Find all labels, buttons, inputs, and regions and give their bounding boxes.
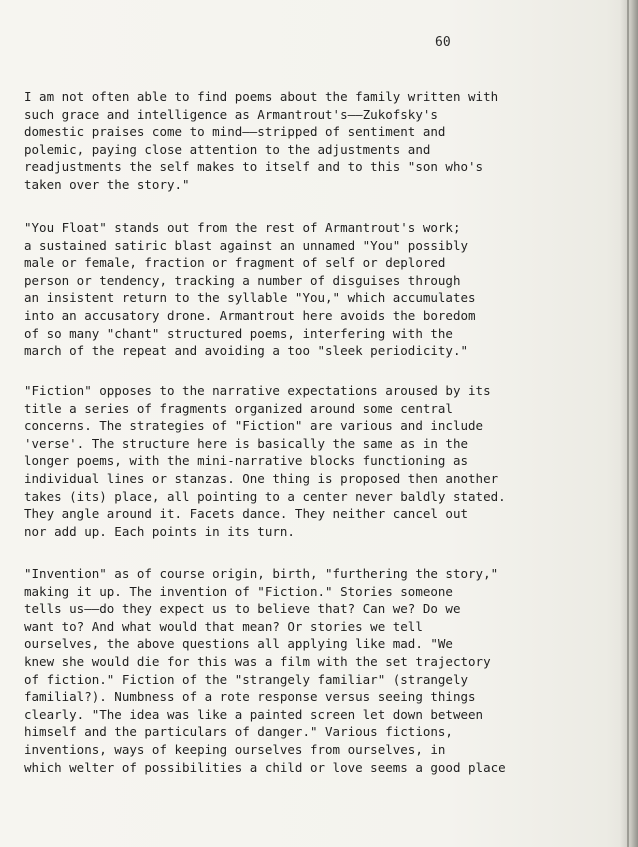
text-line: nor add up. Each points in its turn.: [24, 523, 295, 539]
text-line: clearly. "The idea was like a painted screen let down between: [24, 706, 484, 722]
text-line: which welter of possibilities a child or love seems a good place: [24, 759, 506, 775]
text-line: knew she would die for this was a film with the set trajectory: [24, 653, 491, 669]
text-line: a sustained satiric blast against an unnamed "You" possibly: [24, 237, 469, 253]
text-line: I am not often able to find poems about the family written with: [24, 89, 499, 104]
text-line: takes (its) place, all pointing to a center never baldly stated.: [24, 488, 506, 504]
text-line: 'verse'. The structure here is basically the same as in the: [24, 435, 469, 451]
text-line: inventions, ways of keeping ourselves from ourselves, in: [24, 741, 446, 757]
text-line: making it up. The invention of "Fiction." Stories someone: [24, 583, 453, 599]
text-line: tells us——do they expect us to believe that? Can we? Do we: [24, 601, 461, 617]
page-number: 60: [435, 35, 451, 50]
text-line: of fiction." Fiction of the "strangely familiar" (strangely: [24, 671, 469, 687]
text-line: himself and the particulars of danger." Various fictions,: [24, 724, 453, 740]
text-line: They angle around it. Facets dance. They neither cancel out: [24, 506, 469, 522]
text-line: individual lines or stanzas. One thing is proposed then another: [24, 470, 499, 486]
text-line: "Fiction" opposes to the narrative expectations aroused by its: [24, 383, 491, 398]
book-binding-edge: [627, 0, 629, 847]
text-line: want to? And what would that mean? Or stories we tell: [24, 618, 423, 634]
text-line: of so many "chant" structured poems, interfering with the: [24, 325, 453, 341]
text-line: familial?). Numbness of a rote response versus seeing things: [24, 689, 476, 705]
text-line: male or female, fraction or fragment of self or deplored: [24, 255, 446, 271]
text-line: domestic praises come to mind——stripped of sentiment and: [24, 124, 446, 140]
text-line: into an accusatory drone. Armantrout here avoids the boredom: [24, 307, 476, 323]
text-line: concerns. The strategies of "Fiction" are various and include: [24, 418, 484, 434]
book-gutter-shadow: [620, 0, 638, 847]
paragraph-family-poems: [24, 88, 498, 194]
paragraph-invention: [24, 565, 506, 776]
text-line: polemic, paying close attention to the adjustments and: [24, 141, 431, 157]
text-line: taken over the story.": [24, 176, 190, 192]
text-line: title a series of fragments organized around some central: [24, 400, 453, 416]
text-line: an insistent return to the syllable "You," which accumulates: [24, 290, 476, 306]
text-line: person or tendency, tracking a number of disguises through: [24, 272, 461, 288]
text-line: "You Float" stands out from the rest of Armantrout's work;: [24, 220, 461, 235]
text-line: longer poems, with the mini-narrative blocks functioning as: [24, 453, 469, 469]
text-line: readjustments the self makes to itself and to this "son who's: [24, 159, 484, 175]
text-line: march of the repeat and avoiding a too "sleek periodicity.": [24, 343, 469, 359]
text-line: ourselves, the above questions all applying like mad. "We: [24, 636, 453, 652]
text-line: such grace and intelligence as Armantrout's——Zukofsky's: [24, 106, 438, 122]
paragraph-fiction: [24, 382, 506, 540]
text-line: "Invention" as of course origin, birth, "furthering the story,": [24, 566, 499, 581]
paragraph-you-float: [24, 219, 476, 360]
